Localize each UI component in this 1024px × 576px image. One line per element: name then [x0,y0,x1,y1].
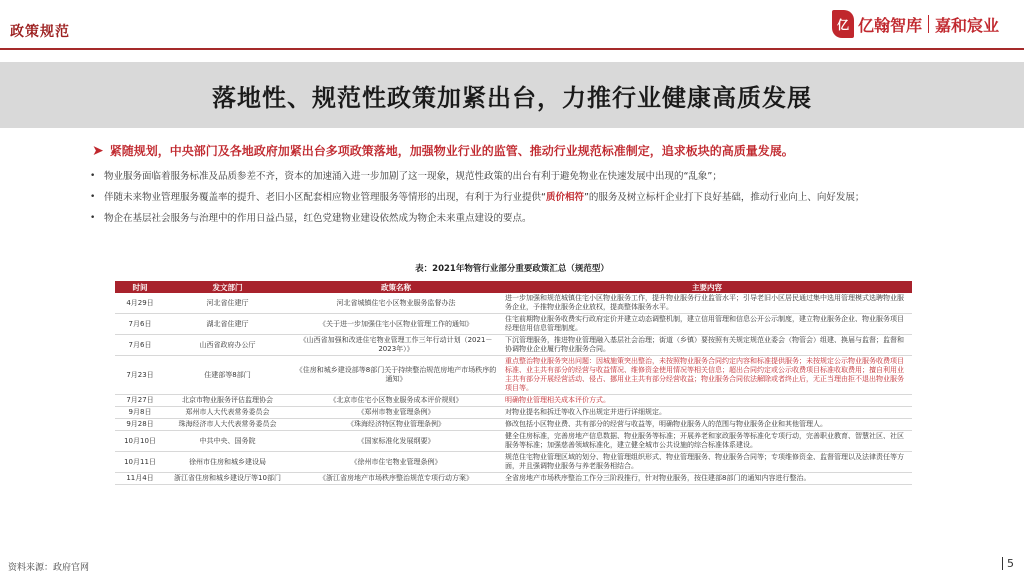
header-dept: 发文部门 [165,281,290,293]
table-row [115,395,912,407]
logo-separator [928,15,929,33]
source-note: 资料来源：政府官网 [8,563,90,573]
table-row [115,431,912,452]
cell-policy: 河北省城镇住宅小区物业服务监督办法 [290,293,502,314]
cell-policy: 《国家标准化发展纲要》 [290,431,502,452]
cell-date: 7月6日 [115,314,165,335]
table-row [115,419,912,431]
cell-content: 进一步加强和规范城镇住宅小区物业服务工作，提升物业服务行业监管水平；引导老旧小区居民通过集中选用管理模式选聘物业服务企业，予推物业服务企业放权，提高整体服务水平。 [502,293,912,314]
table-row [115,356,912,395]
cell-date: 7月27日 [115,395,165,407]
cell-policy: 《浙江省房地产市场秩序整治规范专项行动方案》 [290,473,502,485]
cell-policy: 《住房和城乡建设部等8部门关于持续整治规范房地产市场秩序的通知》 [290,356,502,395]
table-title: 表：2021年物管行业部分重要政策汇总（规范型） [415,264,609,274]
section-tag: 政策规范 [10,24,70,40]
cell-policy: 《关于进一步加强住宅小区物业管理工作的通知》 [290,314,502,335]
bullet-text-before: 伴随未来物业管理服务覆盖率的提升、老旧小区配套相应物业管理服务等情形的出现，有利于为行业提供“ [104,192,546,203]
header-divider [0,48,1024,50]
cell-dept: 湖北省住建厅 [165,314,290,335]
cell-dept: 浙江省住房和城乡建设厅等10部门 [165,473,290,485]
cell-content: 下沉管理服务，推进物业管理融入基层社会治理；街道（乡镇）要按照有关规定规范业委会（物管会）组建、换届与监督；监督和协调物业企业履行物业服务合同。 [502,335,912,356]
logo-mark-icon: 亿 [832,10,854,38]
page-title: 落地性、规范性政策加紧出台，力推行业健康高质发展 [212,82,812,112]
cell-dept: 河北省住建厅 [165,293,290,314]
cell-content: 全省房地产市场秩序整治工作分三阶段推行，针对物业服务，按住建部8部门的通知内容进行整治。 [502,473,912,485]
logo-brand-secondary: 嘉和宸业 [935,15,1000,35]
cell-policy: 《北京市住宅小区物业服务成本评价规则》 [290,395,502,407]
cell-content: 明确物业管理相关成本评价方式。 [502,395,912,407]
cell-policy: 《珠海经济特区物业管理条例》 [290,419,502,431]
cell-dept: 郑州市人大代表常务委员会 [165,407,290,419]
table-header-row [115,281,912,293]
bullet-dot-icon: • [90,213,96,223]
cell-policy: 《郑州市物业管理条例》 [290,407,502,419]
cell-date: 10月10日 [115,431,165,452]
bullet-text-after: ”的服务及树立标杆企业打下良好基础，推动行业向上、向好发展； [583,192,865,203]
cell-date: 11月4日 [115,473,165,485]
table-row [115,335,912,356]
cell-content: 健全住房标准，完善房地产信息数据、物业服务等标准；开展养老和家政服务等标准化专项行动，完善职业教育、智慧社区、社区服务等标准；加强慈善领域标准化，建立健全城市公共设施的综合标准体系建设。 [502,431,912,452]
bullet-text: 物企在基层社会服务与治理中的作用日益凸显，红色党建物业建设依然成为物企未来重点建设的要点。 [104,213,532,224]
cell-dept: 住建部等8部门 [165,356,290,395]
arrow-right-icon: ➤ [92,142,104,159]
bullet-text: 物业服务面临着服务标准及品质参差不齐，资本的加速涌入进一步加剧了这一现象，规范性政策的出台有利于避免物业在快速发展中出现的“乱象”； [104,171,722,182]
bullet-item [90,189,970,206]
header-content: 主要内容 [502,281,912,293]
cell-date: 10月11日 [115,452,165,473]
bullet-dot-icon: • [90,171,96,181]
header-policy: 政策名称 [290,281,502,293]
header-date: 时间 [115,281,165,293]
cell-policy: 《徐州市住宅物业管理条例》 [290,452,502,473]
bullet-item [90,168,970,185]
table-row [115,293,912,314]
key-point [92,142,1002,159]
cell-dept: 珠海经济市人大代表常务委员会 [165,419,290,431]
policy-table [115,281,912,485]
cell-content: 住宅前期物业服务收费实行政府定价并建立动态调整机制，建立信用管理和信息公开公示制度，建立物业服务企业、物业服务项目经理信用信息管理制度。 [502,314,912,335]
table-row [115,452,912,473]
cell-dept: 中共中央、国务院 [165,431,290,452]
bullet-highlight: 质价相符 [545,192,584,203]
cell-policy: 《山西省加强和改进住宅物业管理工作三年行动计划（2021－2023年）》 [290,335,502,356]
logo-brand-primary: 亿翰智库 [858,15,923,35]
table-row [115,314,912,335]
bullet-item [90,210,970,227]
cell-content: 规范住宅物业管理区域的划分、物业管理组织形式、物业管理服务、物业服务合同等；专项维修资金、监督管理以及法律责任等方面，并且强调物业服务与养老服务相结合。 [502,452,912,473]
cell-dept: 山西省政府办公厅 [165,335,290,356]
bullet-text [104,189,864,206]
cell-dept: 北京市物业服务评估监理协会 [165,395,290,407]
cell-date: 9月28日 [115,419,165,431]
cell-content: 重点整治物业服务突出问题：因城施策突出整治，未按照物业服务合同约定内容和标准提供服务；未按规定公示物业服务收费项目标准、业主共有部分的经营与收益情况、维修资金使用情况等相关信息；超出合同约定或公示收费项目标准收取费用；擅自利用业主共有部分开展经营活动、侵占、挪用业主共有部分经营收益；物业服务合同依法解除或者终止后，无正当理由拒不退出物业服务项目等。 [502,356,912,395]
bullet-list [90,168,970,231]
cell-content: 对物业提名和拆迁等收入作出规定并进行详细规定。 [502,407,912,419]
company-logo [832,10,999,38]
key-point-text: 紧随规划，中央部门及各地政府加紧出台多项政策落地，加强物业行业的监管、推动行业规范标准制定，追求板块的高质量发展。 [109,144,794,158]
cell-date: 9月8日 [115,407,165,419]
bullet-dot-icon: • [90,192,96,202]
page-number: 5 [1002,557,1014,570]
table-row [115,473,912,485]
table-row [115,407,912,419]
title-banner [0,62,1024,128]
cell-dept: 徐州市住房和城乡建设局 [165,452,290,473]
cell-content: 修改包括小区物业费、共有部分的经营与收益等，明确物业服务人的范围与物业服务企业和其他管理人。 [502,419,912,431]
cell-date: 4月29日 [115,293,165,314]
cell-date: 7月23日 [115,356,165,395]
cell-date: 7月6日 [115,335,165,356]
